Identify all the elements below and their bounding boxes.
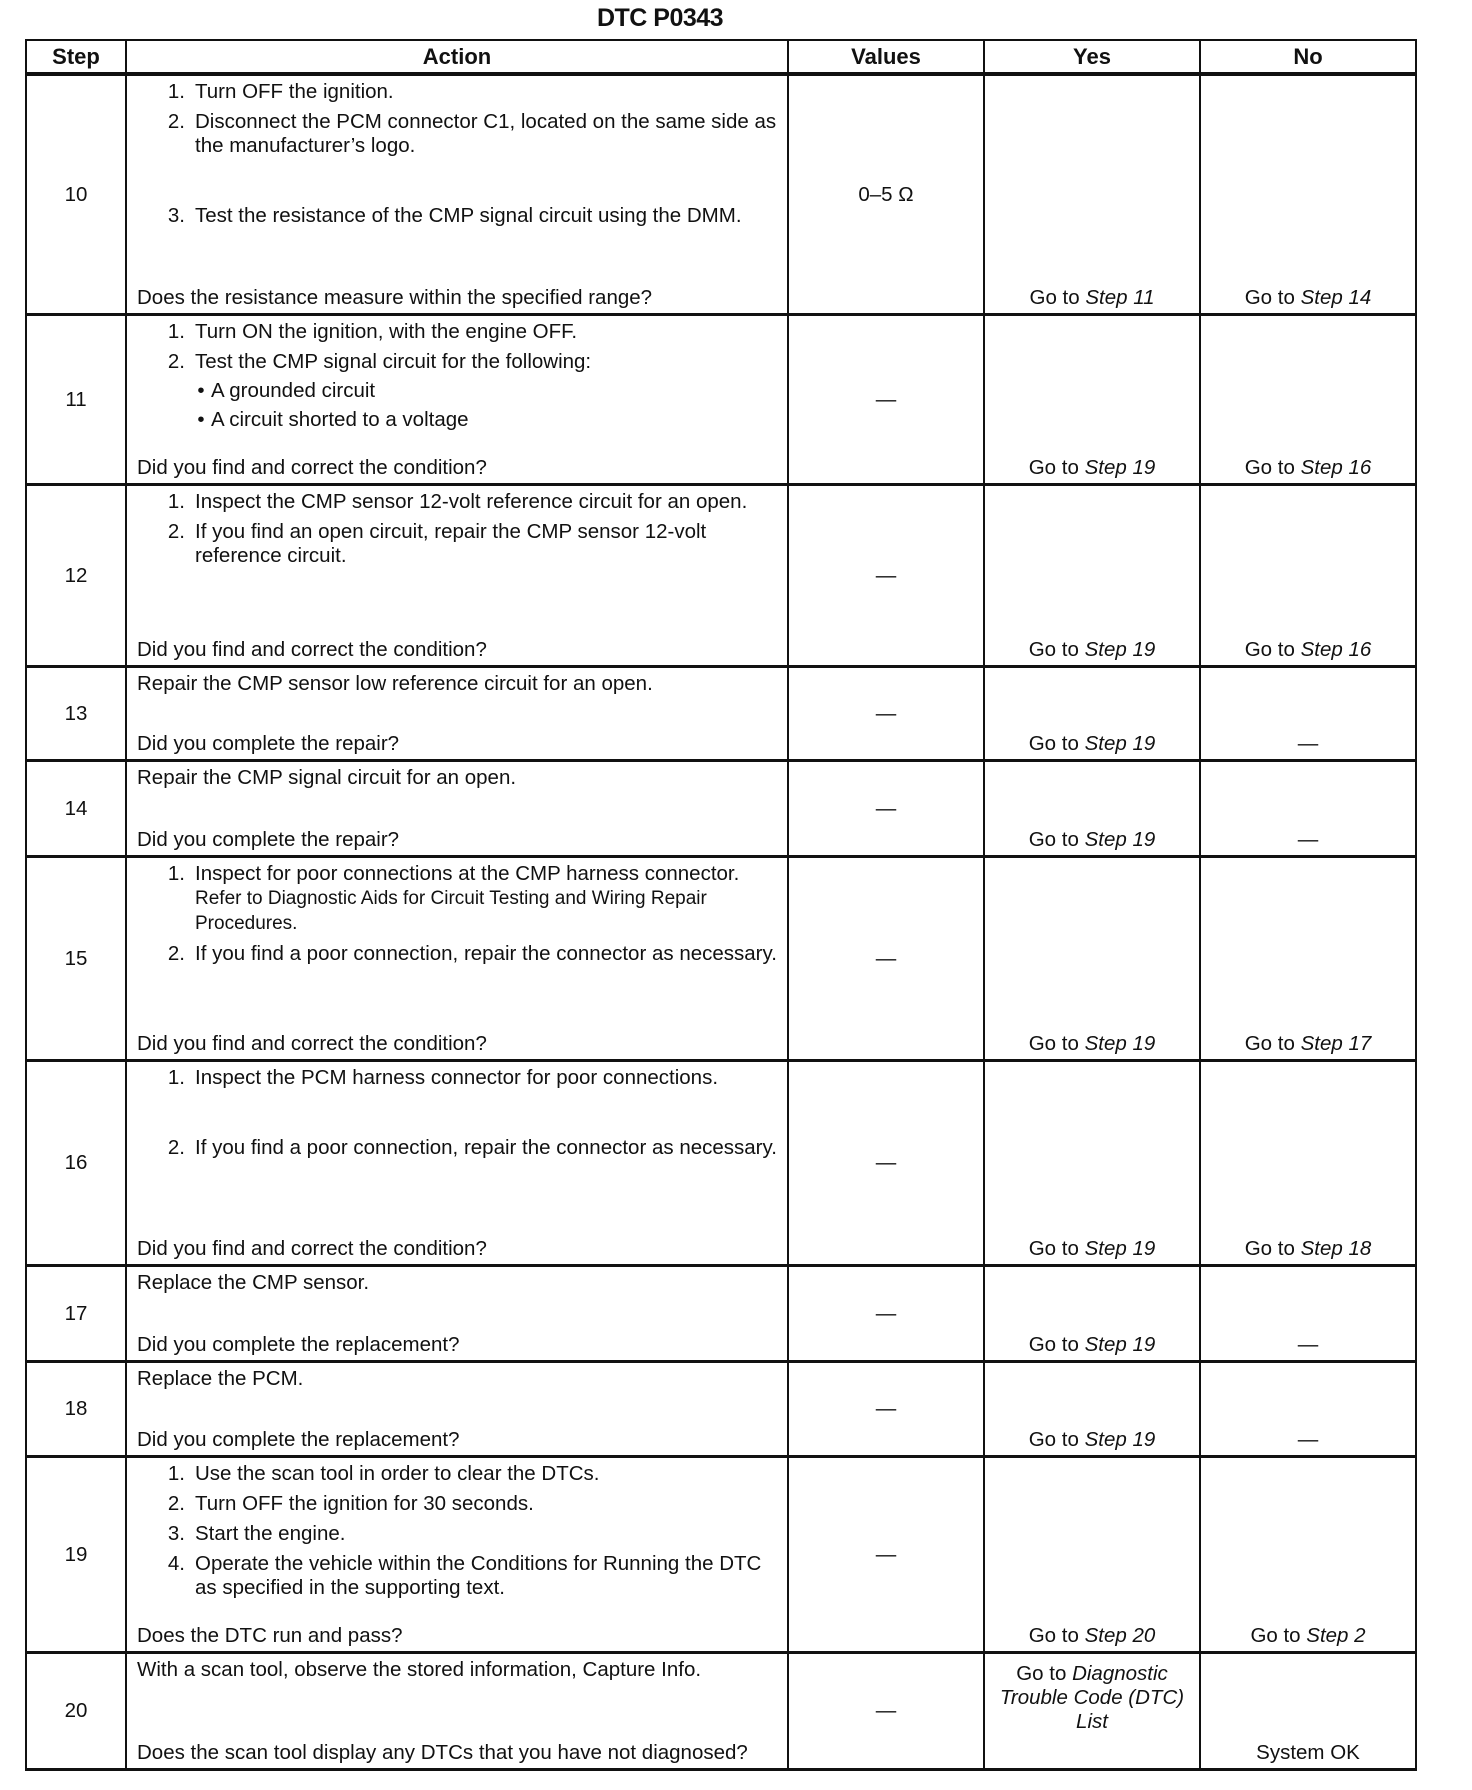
action-cell bbox=[126, 1266, 788, 1362]
step-number: 12 bbox=[26, 485, 126, 667]
no-result bbox=[1200, 761, 1416, 857]
no-target-step: Step 2 bbox=[1306, 1624, 1366, 1647]
value-cell: — bbox=[788, 761, 984, 857]
item-text: Start the engine. bbox=[195, 1522, 346, 1545]
action-cell bbox=[126, 1653, 788, 1770]
step-number: 13 bbox=[26, 667, 126, 761]
yes-result bbox=[984, 1266, 1200, 1362]
item-text-block bbox=[195, 204, 779, 228]
yes-result bbox=[984, 1061, 1200, 1266]
header-step: Step bbox=[26, 40, 126, 74]
item-number: 2. bbox=[167, 110, 185, 133]
action-content bbox=[127, 668, 787, 759]
action-item bbox=[137, 862, 779, 936]
item-number: 1. bbox=[167, 490, 185, 513]
action-cell bbox=[126, 761, 788, 857]
value-cell: — bbox=[788, 1266, 984, 1362]
value-cell: — bbox=[788, 485, 984, 667]
yes-prefix: Go to bbox=[1028, 1428, 1085, 1451]
item-text: If you find an open circuit, repair the CMP sensor 12-volt reference circuit. bbox=[195, 520, 707, 567]
yes-target-step: Step 19 bbox=[1084, 1237, 1156, 1260]
no-prefix: — bbox=[1297, 828, 1319, 851]
item-number: 2. bbox=[167, 350, 185, 373]
item-number: 1. bbox=[167, 1462, 185, 1485]
yes-target-step: Step 11 bbox=[1085, 286, 1155, 309]
item-text-block bbox=[195, 320, 779, 344]
no-target-step: Step 16 bbox=[1300, 638, 1372, 661]
action-text: Repair the CMP sensor low reference circuit for an open. bbox=[137, 672, 653, 695]
header-values: Values bbox=[788, 40, 984, 74]
action-steps bbox=[137, 766, 779, 790]
table-row bbox=[26, 1061, 1416, 1266]
table-row bbox=[26, 1457, 1416, 1653]
item-text-block bbox=[195, 490, 779, 514]
bullet-text: A circuit shorted to a voltage bbox=[211, 408, 469, 431]
yes-result bbox=[984, 1457, 1200, 1653]
yes-result bbox=[984, 74, 1200, 315]
yes-result bbox=[984, 485, 1200, 667]
step-number: 11 bbox=[26, 315, 126, 485]
value-cell: 0–5 Ω bbox=[788, 74, 984, 315]
action-cell bbox=[126, 74, 788, 315]
no-prefix: Go to bbox=[1244, 1237, 1301, 1260]
action-text: Replace the CMP sensor. bbox=[137, 1271, 370, 1294]
action-content bbox=[127, 1654, 787, 1768]
header-yes: Yes bbox=[984, 40, 1200, 74]
action-steps bbox=[137, 80, 779, 234]
yes-target-step: Step 19 bbox=[1084, 732, 1156, 755]
value-cell: — bbox=[788, 1061, 984, 1266]
action-item bbox=[137, 520, 779, 568]
no-prefix: — bbox=[1297, 732, 1319, 755]
no-prefix: Go to bbox=[1244, 286, 1301, 309]
action-content bbox=[127, 76, 787, 313]
action-question: Did you find and correct the condition? bbox=[137, 1237, 487, 1260]
item-number: 1. bbox=[167, 320, 185, 343]
no-target-step: Step 18 bbox=[1300, 1237, 1372, 1260]
bullet-icon: • bbox=[197, 408, 205, 431]
yes-prefix: Go to bbox=[1029, 286, 1086, 309]
item-text: Test the resistance of the CMP signal circuit using the DMM. bbox=[195, 204, 742, 227]
no-result bbox=[1200, 315, 1416, 485]
item-number: 1. bbox=[167, 1066, 185, 1089]
action-steps bbox=[137, 490, 779, 574]
action-question: Did you complete the replacement? bbox=[137, 1333, 460, 1356]
action-item bbox=[137, 204, 779, 228]
yes-prefix: Go to bbox=[1028, 732, 1085, 755]
step-number: 16 bbox=[26, 1061, 126, 1266]
action-item bbox=[137, 1492, 779, 1516]
item-number: 2. bbox=[167, 1492, 185, 1515]
no-prefix: Go to bbox=[1244, 456, 1301, 479]
yes-target-step: Step 19 bbox=[1084, 828, 1156, 851]
no-result bbox=[1200, 1266, 1416, 1362]
item-text: Turn OFF the ignition. bbox=[195, 80, 394, 103]
header-action: Action bbox=[126, 40, 788, 74]
bullet-item bbox=[195, 379, 779, 403]
action-item bbox=[137, 1066, 779, 1090]
step-number: 10 bbox=[26, 74, 126, 315]
item-text-block bbox=[195, 520, 779, 568]
item-text: Turn OFF the ignition for 30 seconds. bbox=[195, 1492, 534, 1515]
no-prefix: — bbox=[1297, 1333, 1319, 1356]
yes-target-step: Step 19 bbox=[1084, 1333, 1156, 1356]
action-cell bbox=[126, 1362, 788, 1457]
value-cell: — bbox=[788, 1362, 984, 1457]
action-text: Repair the CMP signal circuit for an open. bbox=[137, 766, 517, 789]
no-result bbox=[1200, 1362, 1416, 1457]
yes-target-step: Step 19 bbox=[1084, 456, 1156, 479]
item-text-block bbox=[195, 1552, 779, 1600]
action-question: Does the resistance measure within the specified range? bbox=[137, 286, 653, 309]
action-content bbox=[127, 1458, 787, 1651]
table-row bbox=[26, 667, 1416, 761]
action-text: Replace the PCM. bbox=[137, 1367, 304, 1390]
item-number: 2. bbox=[167, 1136, 185, 1159]
value-cell: — bbox=[788, 667, 984, 761]
step-number: 15 bbox=[26, 857, 126, 1061]
yes-target-step: Step 19 bbox=[1084, 1032, 1156, 1055]
action-cell bbox=[126, 1457, 788, 1653]
step-number: 19 bbox=[26, 1457, 126, 1653]
action-steps bbox=[137, 1658, 779, 1682]
action-question: Does the DTC run and pass? bbox=[137, 1624, 403, 1647]
step-number: 17 bbox=[26, 1266, 126, 1362]
action-content bbox=[127, 316, 787, 483]
action-text: With a scan tool, observe the stored information, Capture Info. bbox=[137, 1658, 702, 1681]
action-item bbox=[137, 1522, 779, 1546]
bullet-icon: • bbox=[197, 379, 205, 402]
value-cell: — bbox=[788, 1457, 984, 1653]
action-item bbox=[137, 942, 779, 966]
action-cell bbox=[126, 667, 788, 761]
action-content bbox=[127, 1062, 787, 1264]
action-item bbox=[137, 320, 779, 344]
item-number: 3. bbox=[167, 1522, 185, 1545]
action-cell bbox=[126, 857, 788, 1061]
action-item bbox=[137, 1462, 779, 1486]
item-number: 3. bbox=[167, 204, 185, 227]
yes-target-step: Step 19 bbox=[1084, 638, 1156, 661]
item-text-block bbox=[195, 1462, 779, 1486]
step-number: 14 bbox=[26, 761, 126, 857]
item-text-block bbox=[195, 350, 779, 432]
action-item bbox=[137, 490, 779, 514]
no-result bbox=[1200, 667, 1416, 761]
action-item bbox=[137, 1552, 779, 1600]
action-question: Did you complete the replacement? bbox=[137, 1428, 460, 1451]
yes-prefix: Go to bbox=[1028, 638, 1085, 661]
item-text-block bbox=[195, 1522, 779, 1546]
yes-prefix: Go to bbox=[1028, 1237, 1085, 1260]
bullet-text: A grounded circuit bbox=[211, 379, 376, 402]
action-steps bbox=[137, 1367, 779, 1391]
action-question: Did you find and correct the condition? bbox=[137, 1032, 487, 1055]
item-number: 2. bbox=[167, 520, 185, 543]
yes-result bbox=[984, 1362, 1200, 1457]
action-question: Does the scan tool display any DTCs that you have not diagnosed? bbox=[137, 1741, 748, 1764]
step-number: 20 bbox=[26, 1653, 126, 1770]
item-text-block bbox=[195, 1066, 779, 1090]
item-text-block bbox=[195, 862, 779, 936]
item-text-block bbox=[195, 1492, 779, 1516]
item-text: Use the scan tool in order to clear the DTCs. bbox=[195, 1462, 600, 1485]
item-note: Refer to Diagnostic Aids for Circuit Testing and Wiring Repair Procedures. bbox=[195, 888, 707, 934]
item-text-block bbox=[195, 110, 779, 158]
action-question: Did you find and correct the condition? bbox=[137, 638, 487, 661]
item-number: 1. bbox=[167, 862, 185, 885]
item-text-block bbox=[195, 80, 779, 104]
action-item bbox=[137, 110, 779, 158]
action-content bbox=[127, 486, 787, 665]
action-steps bbox=[137, 672, 779, 696]
action-cell bbox=[126, 315, 788, 485]
action-steps bbox=[137, 1271, 779, 1295]
item-number: 2. bbox=[167, 942, 185, 965]
item-text-block bbox=[195, 1136, 779, 1160]
yes-target-step: Diagnostic Trouble Code (DTC) List bbox=[999, 1662, 1185, 1733]
no-prefix: System OK bbox=[1256, 1741, 1360, 1764]
value-cell: — bbox=[788, 857, 984, 1061]
value-cell: — bbox=[788, 1653, 984, 1770]
no-result bbox=[1200, 74, 1416, 315]
item-text: Inspect for poor connections at the CMP harness connector. bbox=[195, 862, 740, 885]
yes-result bbox=[984, 1653, 1200, 1770]
yes-prefix: Go to bbox=[1028, 1624, 1085, 1647]
yes-prefix: Go to bbox=[1028, 828, 1085, 851]
yes-target-step: Step 19 bbox=[1084, 1428, 1156, 1451]
action-content bbox=[127, 1267, 787, 1360]
header-no: No bbox=[1200, 40, 1416, 74]
header-row bbox=[26, 40, 1416, 74]
no-target-step: Step 14 bbox=[1300, 286, 1372, 309]
no-result bbox=[1200, 1457, 1416, 1653]
yes-result bbox=[984, 857, 1200, 1061]
table-row bbox=[26, 857, 1416, 1061]
action-cell bbox=[126, 485, 788, 667]
action-item bbox=[137, 1136, 779, 1160]
no-prefix: — bbox=[1297, 1428, 1319, 1451]
table-row bbox=[26, 315, 1416, 485]
item-text: If you find a poor connection, repair the connector as necessary. bbox=[195, 1136, 777, 1159]
action-content bbox=[127, 1363, 787, 1455]
page-title: DTC P0343 bbox=[596, 4, 724, 32]
table-row bbox=[26, 485, 1416, 667]
item-text: Inspect the PCM harness connector for poor connections. bbox=[195, 1066, 719, 1089]
table-row bbox=[26, 761, 1416, 857]
no-prefix: Go to bbox=[1244, 1032, 1301, 1055]
action-content bbox=[127, 762, 787, 855]
item-number: 1. bbox=[167, 80, 185, 103]
item-text: Test the CMP signal circuit for the following: bbox=[195, 350, 592, 373]
action-question: Did you complete the repair? bbox=[137, 828, 400, 851]
item-text: If you find a poor connection, repair the connector as necessary. bbox=[195, 942, 777, 965]
dtc-table bbox=[25, 39, 1417, 1771]
action-item bbox=[137, 350, 779, 432]
no-prefix: Go to bbox=[1250, 1624, 1307, 1647]
action-steps bbox=[137, 1066, 779, 1166]
table-row bbox=[26, 1266, 1416, 1362]
value-cell: — bbox=[788, 315, 984, 485]
step-number: 18 bbox=[26, 1362, 126, 1457]
no-prefix: Go to bbox=[1244, 638, 1301, 661]
yes-target-step: Step 20 bbox=[1084, 1624, 1156, 1647]
item-text: Disconnect the PCM connector C1, located on the same side as the manufacturer’s logo. bbox=[195, 110, 777, 157]
item-text-block bbox=[195, 942, 779, 966]
yes-result bbox=[984, 667, 1200, 761]
no-result bbox=[1200, 857, 1416, 1061]
item-text: Turn ON the ignition, with the engine OFF. bbox=[195, 320, 578, 343]
table-row bbox=[26, 1653, 1416, 1770]
yes-result bbox=[984, 761, 1200, 857]
action-content bbox=[127, 858, 787, 1059]
yes-result bbox=[984, 315, 1200, 485]
action-question: Did you complete the repair? bbox=[137, 732, 400, 755]
yes-prefix: Go to bbox=[1016, 1662, 1073, 1685]
no-target-step: Step 17 bbox=[1300, 1032, 1372, 1055]
action-steps bbox=[137, 1462, 779, 1606]
action-cell bbox=[126, 1061, 788, 1266]
action-item bbox=[137, 80, 779, 104]
no-result bbox=[1200, 485, 1416, 667]
action-steps bbox=[137, 320, 779, 438]
no-result bbox=[1200, 1653, 1416, 1770]
item-text: Inspect the CMP sensor 12-volt reference circuit for an open. bbox=[195, 490, 748, 513]
table-row bbox=[26, 74, 1416, 315]
item-text: Operate the vehicle within the Conditions for Running the DTC as specified in the supporting text. bbox=[195, 1552, 762, 1599]
bullet-item bbox=[195, 408, 779, 432]
item-number: 4. bbox=[167, 1552, 185, 1575]
no-result bbox=[1200, 1061, 1416, 1266]
no-target-step: Step 16 bbox=[1300, 456, 1372, 479]
yes-prefix: Go to bbox=[1028, 1333, 1085, 1356]
yes-prefix: Go to bbox=[1028, 456, 1085, 479]
yes-prefix: Go to bbox=[1028, 1032, 1085, 1055]
action-steps bbox=[137, 862, 779, 972]
table-row bbox=[26, 1362, 1416, 1457]
action-question: Did you find and correct the condition? bbox=[137, 456, 487, 479]
